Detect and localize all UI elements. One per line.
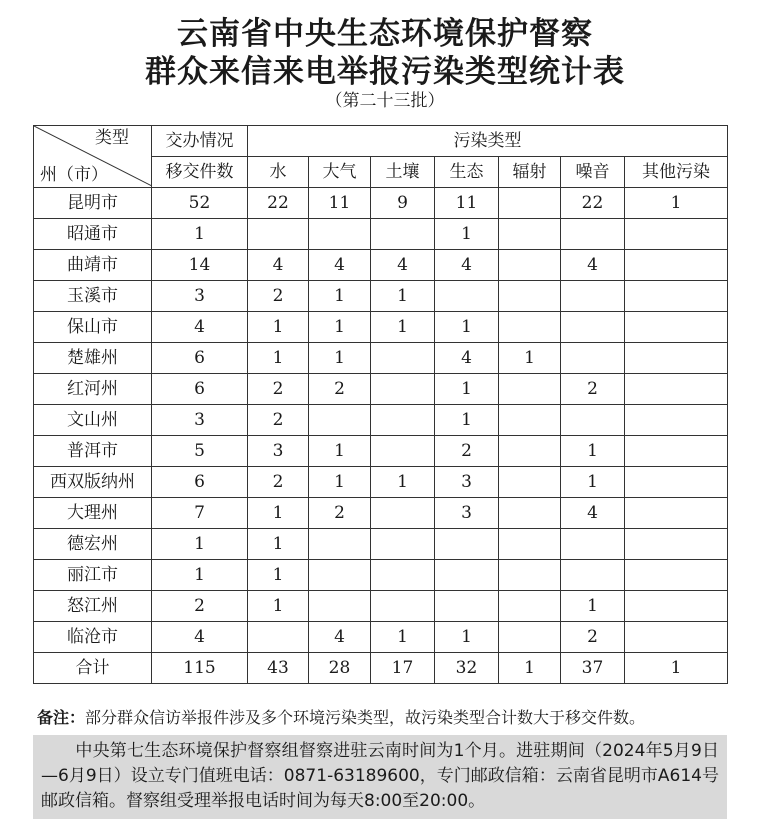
air-count	[309, 591, 371, 622]
other-count	[625, 374, 728, 405]
transfer-count: 14	[152, 250, 248, 281]
ecology-count: 1	[435, 405, 499, 436]
radiation-count	[499, 436, 561, 467]
radiation-count	[499, 405, 561, 436]
water-count: 1	[248, 560, 309, 591]
header-row-1	[34, 126, 728, 157]
header-col-other: 其他污染	[625, 157, 728, 188]
transfer-count: 2	[152, 591, 248, 622]
table-row	[34, 467, 728, 498]
table-row	[34, 312, 728, 343]
ecology-count	[435, 560, 499, 591]
ecology-count: 4	[435, 250, 499, 281]
noise-count: 22	[561, 188, 625, 219]
air-count	[309, 219, 371, 250]
water-count: 2	[248, 281, 309, 312]
transfer-count: 1	[152, 219, 248, 250]
statistics-table	[33, 125, 728, 684]
remark	[37, 705, 645, 728]
transfer-count: 7	[152, 498, 248, 529]
header-col-air: 大气	[309, 157, 371, 188]
soil-count: 17	[371, 653, 435, 684]
table-row	[34, 374, 728, 405]
ecology-count: 4	[435, 343, 499, 374]
region-name: 临沧市	[34, 622, 152, 653]
header-handling-group: 交办情况	[152, 126, 248, 157]
noise-count	[561, 281, 625, 312]
table-row	[34, 219, 728, 250]
water-count: 43	[248, 653, 309, 684]
table-row	[34, 591, 728, 622]
table-row	[34, 529, 728, 560]
noise-count	[561, 560, 625, 591]
other-count	[625, 405, 728, 436]
water-count: 1	[248, 498, 309, 529]
air-count	[309, 529, 371, 560]
air-count: 4	[309, 622, 371, 653]
transfer-count: 3	[152, 405, 248, 436]
region-name: 玉溪市	[34, 281, 152, 312]
soil-count	[371, 591, 435, 622]
radiation-count	[499, 591, 561, 622]
other-count	[625, 498, 728, 529]
batch-subtitle: （第二十三批）	[325, 91, 445, 111]
ecology-count: 3	[435, 467, 499, 498]
notice-text: 中央第七生态环境保护督察组督察进驻云南时间为1个月。进驻期间（2024年5月9日—6月9日）设立专门值班电话：0871-63189600，专门邮政信箱：云南省昆明市A614号邮政信箱。督察组受理举报电话时间为每天8:00至20:00。	[41, 741, 719, 811]
table-row	[34, 281, 728, 312]
header-type-label: 类型	[95, 128, 129, 148]
remark-text: 部分群众信访举报件涉及多个环境污染类型，故污染类型合计数大于移交件数。	[85, 708, 646, 727]
other-count	[625, 312, 728, 343]
soil-count	[371, 498, 435, 529]
ecology-count: 1	[435, 219, 499, 250]
header-col-radiation: 辐射	[499, 157, 561, 188]
noise-count	[561, 343, 625, 374]
noise-count: 2	[561, 374, 625, 405]
ecology-count: 2	[435, 436, 499, 467]
air-count	[309, 560, 371, 591]
water-count: 4	[248, 250, 309, 281]
air-count	[309, 405, 371, 436]
transfer-count: 115	[152, 653, 248, 684]
water-count	[248, 622, 309, 653]
other-count	[625, 591, 728, 622]
radiation-count	[499, 374, 561, 405]
radiation-count	[499, 467, 561, 498]
table-row	[34, 405, 728, 436]
transfer-count: 5	[152, 436, 248, 467]
transfer-count: 3	[152, 281, 248, 312]
region-name: 文山州	[34, 405, 152, 436]
table-row	[34, 343, 728, 374]
soil-count	[371, 343, 435, 374]
air-count: 1	[309, 312, 371, 343]
region-name: 昭通市	[34, 219, 152, 250]
region-name: 普洱市	[34, 436, 152, 467]
table-row	[34, 250, 728, 281]
region-name: 西双版纳州	[34, 467, 152, 498]
other-count	[625, 250, 728, 281]
title-line-2: 群众来信来电举报污染类型统计表	[145, 54, 625, 90]
soil-count: 1	[371, 312, 435, 343]
diagonal-header-cell	[34, 126, 152, 188]
noise-count	[561, 219, 625, 250]
soil-count	[371, 436, 435, 467]
other-count	[625, 343, 728, 374]
noise-count: 37	[561, 653, 625, 684]
other-count: 1	[625, 188, 728, 219]
transfer-count: 6	[152, 343, 248, 374]
region-name: 曲靖市	[34, 250, 152, 281]
radiation-count: 1	[499, 343, 561, 374]
other-count	[625, 219, 728, 250]
air-count: 4	[309, 250, 371, 281]
region-name: 大理州	[34, 498, 152, 529]
soil-count	[371, 405, 435, 436]
ecology-count: 3	[435, 498, 499, 529]
table-row	[34, 560, 728, 591]
radiation-count	[499, 529, 561, 560]
water-count: 2	[248, 467, 309, 498]
other-count	[625, 436, 728, 467]
transfer-count: 4	[152, 312, 248, 343]
region-name: 合计	[34, 653, 152, 684]
region-name: 怒江州	[34, 591, 152, 622]
region-name: 昆明市	[34, 188, 152, 219]
header-col-ecology: 生态	[435, 157, 499, 188]
water-count	[248, 219, 309, 250]
water-count: 3	[248, 436, 309, 467]
noise-count: 1	[561, 436, 625, 467]
air-count: 2	[309, 498, 371, 529]
radiation-count	[499, 250, 561, 281]
transfer-count: 6	[152, 374, 248, 405]
soil-count: 4	[371, 250, 435, 281]
soil-count	[371, 560, 435, 591]
soil-count: 1	[371, 467, 435, 498]
soil-count: 1	[371, 281, 435, 312]
noise-count: 1	[561, 467, 625, 498]
soil-count: 1	[371, 622, 435, 653]
radiation-count: 1	[499, 653, 561, 684]
region-name: 德宏州	[34, 529, 152, 560]
noise-count	[561, 529, 625, 560]
noise-count	[561, 312, 625, 343]
ecology-count	[435, 529, 499, 560]
air-count: 2	[309, 374, 371, 405]
transfer-count: 52	[152, 188, 248, 219]
noise-count	[561, 405, 625, 436]
transfer-count: 6	[152, 467, 248, 498]
radiation-count	[499, 622, 561, 653]
water-count: 1	[248, 529, 309, 560]
table-row	[34, 188, 728, 219]
ecology-count: 11	[435, 188, 499, 219]
noise-count: 2	[561, 622, 625, 653]
region-name: 保山市	[34, 312, 152, 343]
other-count	[625, 281, 728, 312]
air-count: 28	[309, 653, 371, 684]
air-count: 1	[309, 343, 371, 374]
table-row	[34, 436, 728, 467]
region-name: 红河州	[34, 374, 152, 405]
noise-count: 4	[561, 250, 625, 281]
soil-count	[371, 219, 435, 250]
water-count: 1	[248, 343, 309, 374]
table-row	[34, 498, 728, 529]
radiation-count	[499, 188, 561, 219]
air-count: 11	[309, 188, 371, 219]
ecology-count	[435, 591, 499, 622]
header-pollution-group: 污染类型	[248, 126, 728, 157]
transfer-count: 4	[152, 622, 248, 653]
ecology-count	[435, 281, 499, 312]
region-name: 丽江市	[34, 560, 152, 591]
soil-count: 9	[371, 188, 435, 219]
other-count	[625, 529, 728, 560]
other-count	[625, 560, 728, 591]
header-transfer-count: 移交件数	[152, 157, 248, 188]
soil-count	[371, 374, 435, 405]
notice-box	[33, 735, 727, 819]
other-count: 1	[625, 653, 728, 684]
air-count: 1	[309, 467, 371, 498]
ecology-count: 32	[435, 653, 499, 684]
air-count: 1	[309, 281, 371, 312]
header-region-label: 州（市）	[40, 165, 108, 185]
other-count	[625, 622, 728, 653]
water-count: 2	[248, 405, 309, 436]
water-count: 2	[248, 374, 309, 405]
header-col-soil: 土壤	[371, 157, 435, 188]
radiation-count	[499, 498, 561, 529]
radiation-count	[499, 560, 561, 591]
noise-count: 1	[561, 591, 625, 622]
water-count: 22	[248, 188, 309, 219]
header-col-water: 水	[248, 157, 309, 188]
ecology-count: 1	[435, 622, 499, 653]
header-col-noise: 噪音	[561, 157, 625, 188]
other-count	[625, 467, 728, 498]
noise-count: 4	[561, 498, 625, 529]
air-count: 1	[309, 436, 371, 467]
water-count: 1	[248, 591, 309, 622]
radiation-count	[499, 219, 561, 250]
radiation-count	[499, 281, 561, 312]
transfer-count: 1	[152, 529, 248, 560]
water-count: 1	[248, 312, 309, 343]
ecology-count: 1	[435, 312, 499, 343]
total-row	[34, 653, 728, 684]
transfer-count: 1	[152, 560, 248, 591]
radiation-count	[499, 312, 561, 343]
soil-count	[371, 529, 435, 560]
remark-label: 备注：	[37, 708, 86, 727]
region-name: 楚雄州	[34, 343, 152, 374]
title-line-1: 云南省中央生态环境保护督察	[177, 16, 593, 52]
table-row	[34, 622, 728, 653]
ecology-count: 1	[435, 374, 499, 405]
